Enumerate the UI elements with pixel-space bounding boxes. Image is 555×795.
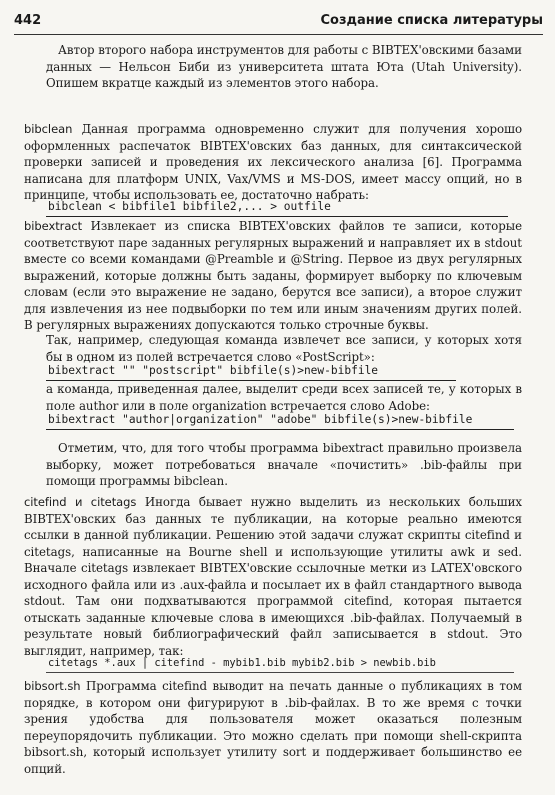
bibclean-entry [24,121,522,204]
intro-paragraph: Автор второго набора инструментов для работы с BIBTEX'овскими базами данных — Нельсон Биби из университета штата Юта (Utah University). Опишем вкратце каждый из элементов этого набора. [46,43,522,90]
bibclean-command: bibclean < bibfile1 bibfile2,... > outfile [48,200,331,213]
citefind-rule [46,672,514,673]
citefind-entry [24,494,522,659]
bibextract-entry [24,218,522,334]
bibextract-command-2: bibextract "author|organization" "adobe" bibfile(s)>new-bibfile [48,413,473,426]
bibextract-command-1: bibextract "" "postscript" bibfile(s)>new-bibfile [48,364,379,377]
bibsort-entry [24,678,522,777]
citefind-description: Иногда бывает нужно выделить из нескольких больших BIBTEX'овских баз данных те публикации, на которые реально имеются ссылки в данной публикации. Решению этой задачи служат скрипты citefind и citetags, написанные на Bourne shell и использующие утилиты awk и sed. Вначале citetags извлекает BIBTEX'овские ссылочные метки из LATEX'овского исходного файла или из .aux-файла и посылает их в файл стандартного вывода stdout. Там они подхватываются программой citefind, которая пытается отыскать заданные ключевые слова в имеющихся .bib-файлах. Получаемый в результате новый библиографический файл записывается в stdout. Это выглядит, например, так: [24,495,522,658]
bibclean-rule [46,216,508,217]
note-paragraph: Отметим, что, для того чтобы программа bibextract правильно произвела выборку, может потребоваться вначале «почистить» .bib-файлы при помощи программы bibclean. [46,441,522,488]
bibsort-term: bibsort.sh [24,679,81,693]
citefind-command: citetags *.aux | citefind - mybib1.bib mybib2.bib > newbib.bib [48,657,436,669]
bibextract-example-intro: Так, например, следующая команда извлечет все записи, у которых хотя бы в одном из полей встречается слово «PostScript»: [46,333,522,364]
bibextract-example-2: а команда, приведенная далее, выделит среди всех записей те, у которых в поле author или в поле organization встречается слово Adobe: [46,382,522,413]
running-header [14,12,543,35]
bibclean-term: bibclean [24,122,73,136]
bibclean-description: Данная программа одновременно служит для получения хорошо оформленных распечаток BIBTEX'овских баз данных, для синтаксической проверки записей и проведения их лексического анализа [6]. Программа написана для платформ UNIX, Vax/VMS и MS-DOS, имеет массу опций, но в принципе, чтобы использовать ее, достаточно набрать: [24,122,522,202]
bibextract-term: bibextract [24,219,83,233]
running-title: Создание списка литературы [320,13,543,28]
citefind-term: citefind и citetags [24,495,137,509]
bibextract-rule-2 [46,429,514,430]
bibextract-description: Извлекает из списка BIBTEX'овских файлов те записи, которые соответствуют паре заданных регулярных выражений и направляет их в stdout вместе со всеми командами @Preamble и @String. Первое из двух регулярных выражений, которые должны быть заданы, формирует выборку по ключевым словам (если это выражение не задано, берутся все записи), а второе служит для извлечения из нее подвыборки по тем или иным значениям других полей. В регулярных выражениях допускаются только строчные буквы. [24,219,522,332]
page-number: 442 [14,13,42,28]
bibsort-description: Программа citefind выводит на печать данные о публикациях в том порядке, в котором они фигурируют в .bib-файлах. В то же время с точки зрения удобства для пользователя может оказаться полезным переупорядочить публикации. Это можно сделать при помощи shell-скрипта bibsort.sh, который использует утилиту sort и поддерживает большинство ее опций. [24,679,523,776]
